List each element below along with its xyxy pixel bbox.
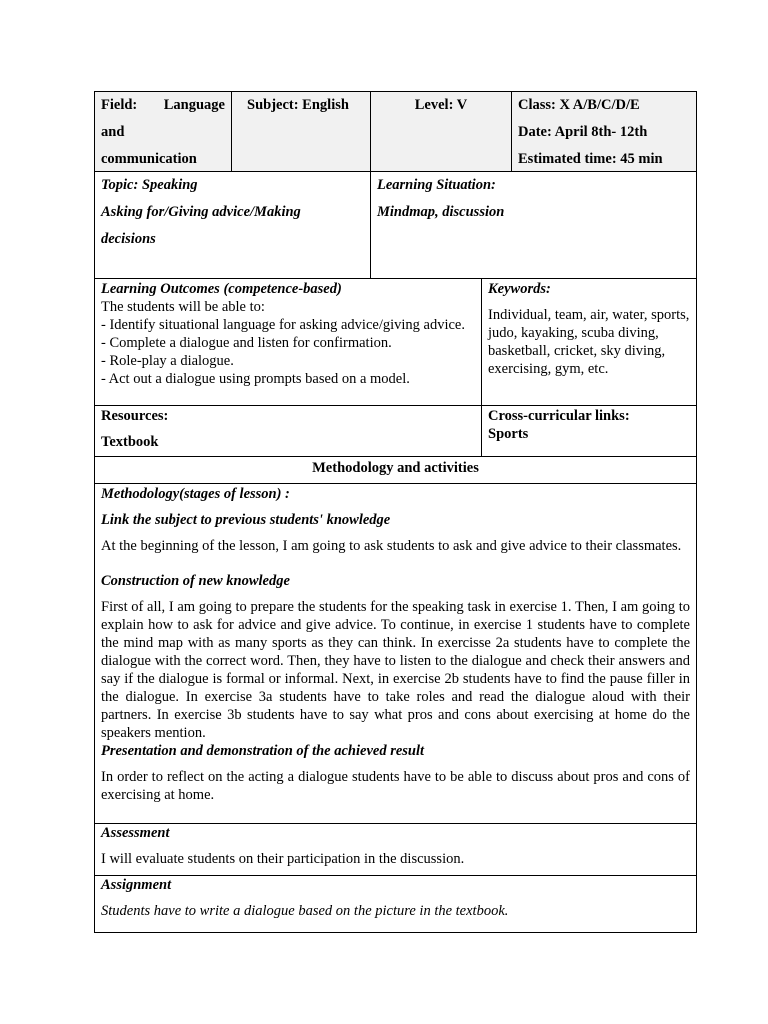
outcomes-heading: Learning Outcomes (competence-based): [101, 281, 342, 297]
resources-heading: Resources:: [101, 408, 169, 424]
topic-line2: Asking for/Giving advice/Making: [101, 204, 301, 220]
assignment-cell: [95, 876, 696, 932]
outcome-item: - Identify situational language for asking advice/giving advice.: [101, 317, 465, 333]
field-value-line2: and: [101, 124, 125, 140]
outcome-item: - Role-play a dialogue.: [101, 353, 234, 369]
stages-heading: Methodology(stages of lesson) :: [101, 486, 290, 502]
assignment-row: [94, 875, 697, 933]
cross-curricular-value: Sports: [488, 426, 529, 442]
subject-text: Subject: English: [247, 97, 349, 113]
keywords-text: Individual, team, air, water, sports, judo, kayaking, scuba diving, basketball, cricket, sky diving, exercising, gym, etc.: [488, 307, 690, 377]
assignment-text: Students have to write a dialogue based on the picture in the textbook.: [101, 903, 509, 919]
time-text: Estimated time: 45 min: [518, 151, 663, 167]
topic-line3: decisions: [101, 231, 156, 247]
presentation-heading: Presentation and demonstration of the achieved result: [101, 743, 425, 759]
cross-curricular-heading: Cross-curricular links:: [488, 408, 630, 424]
construction-text: First of all, I am going to prepare the students for the speaking task in exercise 1. Then, I am going to explain how to ask for advice and give advice. To continue, in exercise 1 students have to complete the mind map with as many sports as they can think. In exercisse 2a students have to complete the dialogue with the correct word. Then, they have to listen to the dialogue and check their answers and say if the dialogue is formal or informal. Next, in exercise 2b students have to find the pause filler in the dialogue. In exercise 3a students have to take roles and read the dialogue aloud with their partners. In exercise 3b students have to say what pros and cons about exercising at home do the speakers mention.: [101, 599, 690, 741]
outcome-item: - Act out a dialogue using prompts based on a model.: [101, 371, 410, 387]
assessment-row: [94, 823, 697, 876]
outcomes-intro: The students will be able to:: [101, 299, 265, 315]
outcomes-row: [94, 278, 697, 406]
outcome-item: - Complete a dialogue and listen for confirmation.: [101, 335, 392, 351]
cross-curricular-cell: [481, 406, 696, 457]
topic-row: [94, 171, 697, 279]
methodology-title: Methodology and activities: [312, 460, 479, 476]
resources-row: [94, 405, 697, 457]
link-text: At the beginning of the lesson, I am going to ask students to ask and give advice to their classmates.: [101, 538, 682, 554]
keywords-heading: Keywords:: [488, 281, 551, 297]
learning-situation-cell: [370, 172, 696, 279]
resources-value: Textbook: [101, 434, 159, 450]
header-row: [94, 91, 697, 172]
keywords-cell: [481, 279, 696, 406]
field-cell: [95, 92, 231, 172]
assessment-text: I will evaluate students on their participation in the discussion.: [101, 851, 465, 867]
assessment-heading: Assessment: [101, 825, 170, 841]
outcomes-cell: [95, 279, 481, 406]
assignment-heading: Assignment: [101, 877, 172, 893]
link-heading: Link the subject to previous students' knowledge: [101, 512, 391, 528]
level-cell: [370, 92, 511, 172]
construction-heading: Construction of new knowledge: [101, 573, 290, 589]
resources-cell: [95, 406, 481, 457]
methodology-title-row: [94, 456, 697, 484]
methodology-cell: [95, 484, 696, 824]
assessment-cell: [95, 824, 696, 876]
level-text: Level: V: [414, 97, 468, 113]
field-value: Language: [163, 97, 225, 113]
class-text: Class: X A/B/C/D/E: [518, 97, 640, 113]
topic-cell: [95, 172, 370, 279]
field-label: Field:: [101, 97, 138, 113]
date-text: Date: April 8th- 12th: [518, 124, 648, 140]
subject-cell: [231, 92, 370, 172]
methodology-body: [94, 483, 697, 824]
learning-situation-label: Learning Situation:: [377, 177, 496, 193]
field-value-line3: communication: [101, 151, 197, 167]
class-cell: [511, 92, 696, 172]
learning-situation-value: Mindmap, discussion: [377, 204, 505, 220]
presentation-text: In order to reflect on the acting a dialogue students have to be able to discuss about pros and cons of exercising at home.: [101, 769, 690, 803]
topic-label: Topic: Speaking: [101, 177, 198, 193]
